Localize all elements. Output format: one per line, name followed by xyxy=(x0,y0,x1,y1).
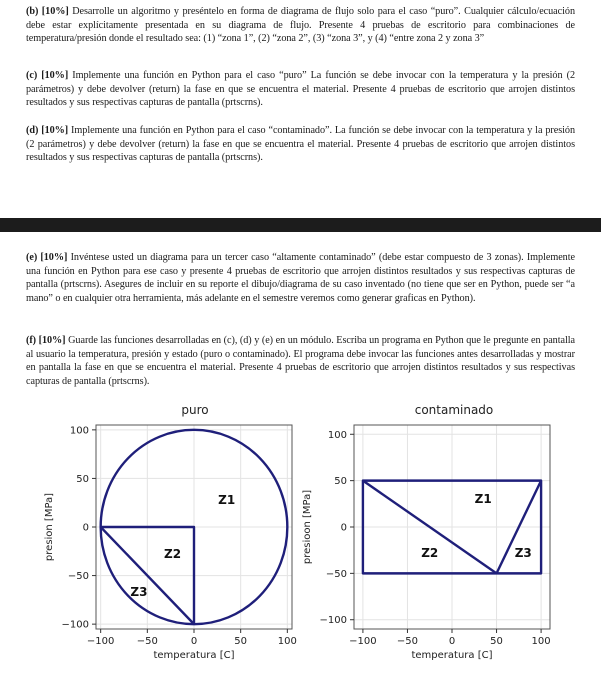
paragraph-e xyxy=(26,251,575,306)
chart1-y-tick-label-1: −50 xyxy=(325,568,347,580)
chart-contaminado xyxy=(300,415,600,700)
paragraph-b-label: (b) [10%] xyxy=(26,6,69,17)
chart1-y-tick-label-2: 0 xyxy=(340,522,347,534)
paragraph-d xyxy=(26,124,575,165)
chart0-zone-label-z1: Z1 xyxy=(218,492,236,507)
chart0-x-tick-label-0: −100 xyxy=(86,636,115,647)
paragraph-b-text: Desarrolle un algoritmo y preséntelo en forma de diagrama de flujo solo para el caso “puro”. Cualquier cálculo/ecuación debe estar explícitamente presentada en su diagrama de flujo. Presente 4 pruebas de escritorio para combinaciones de temperatura/presión donde el resultado sea: (1) “zona 1”, (2) “zona 2”, (3) “zona 3”, y (4) “entre zona 2 y zona 3” xyxy=(26,6,575,45)
chart1-x-tick-label-3: 50 xyxy=(490,636,503,647)
paragraph-e-label: (e) [10%] xyxy=(26,252,68,263)
chart0-y-tick-label-0: −100 xyxy=(61,619,89,631)
chart0-x-tick-label-1: −50 xyxy=(136,636,158,647)
paragraph-e-text: Invéntese usted un diagrama para un tercer caso “altamente contaminado” (debe estar compuesto de 3 zonas). Implemente una función en Python para ese caso y presente 4 pruebas de escritorio que arrojen distintos resultados y sus respectivas capturas de pantalla (prtscrns). Asegures de incluir en su reporte el dibujo/diagrama de su caso inventado (no tiene que ser en Python, puede ser “a mano” o en cualquier otra herramienta, más adelante en el semestre veremos como generar graficas en Python). xyxy=(26,252,575,305)
chart1-x-tick-label-2: 0 xyxy=(448,636,456,647)
chart1-zone-label-z1: Z1 xyxy=(474,492,492,507)
chart1-y-tick-label-0: −100 xyxy=(319,615,347,627)
chart0-y-tick-label-4: 100 xyxy=(69,425,89,437)
chart0-y-tick-label-2: 0 xyxy=(82,522,89,534)
chart-puro-title: puro xyxy=(181,403,209,417)
chart0-x-axis-label: temperatura [C] xyxy=(153,650,235,661)
chart1-y-tick-label-3: 50 xyxy=(334,476,347,488)
chart1-zone-label-z3: Z3 xyxy=(514,545,532,560)
chart0-zone-label-z2: Z2 xyxy=(164,547,182,562)
chart0-x-tick-label-4: 100 xyxy=(277,636,297,647)
chart1-x-tick-label-1: −50 xyxy=(396,636,419,647)
paragraph-d-text: Implemente una función en Python para el caso “contaminado”. La función se debe invocar con la temperatura y la presión (2 parámetros) y debe devolver (return) la fase en que se encuentra el material. Presente 4 pruebas de escritorio que arrojen distintos resultados y sus respectivas capturas de pantalla (prtscrns). xyxy=(26,125,575,164)
chart1-x-tick-label-4: 100 xyxy=(531,636,551,647)
chart-contaminado-title: contaminado xyxy=(414,403,494,417)
chart1-y-tick-label-4: 100 xyxy=(327,429,347,441)
page-divider xyxy=(0,218,601,232)
chart0-zone-label-z3: Z3 xyxy=(130,585,148,600)
chart0-x-tick-label-2: 0 xyxy=(190,636,198,647)
chart1-x-tick-label-0: −100 xyxy=(349,636,377,647)
chart1-zone-label-z2: Z2 xyxy=(421,545,439,560)
paragraph-b xyxy=(26,5,575,46)
paragraph-f-label: (f) [10%] xyxy=(26,335,66,346)
chart0-y-tick-label-3: 50 xyxy=(76,473,89,485)
paragraph-c xyxy=(26,69,575,110)
paragraph-f-text: Guarde las funciones desarrolladas en (c), (d) y (e) en un módulo. Escriba un programa en Python que le pregunte en pantalla al usuario la temperatura, presión y estado (puro o contaminado). El programa debe invocar las funciones antes desarrolladas y mostrar en pantalla la fase en que se encuentra el material. Presente 4 pruebas de escritorio que arrojen distintos resultados y sus respectivas capturas de pantalla (prtscrns). xyxy=(26,335,575,388)
chart-puro xyxy=(0,415,300,700)
paragraph-d-label: (d) [10%] xyxy=(26,125,69,136)
chart1-y-axis-label: presioon [MPa] xyxy=(302,489,313,565)
document-top-section xyxy=(0,0,601,218)
chart0-y-axis-label: presion [MPa] xyxy=(44,492,55,562)
chart0-x-tick-label-3: 50 xyxy=(234,636,248,647)
chart0-y-tick-label-1: −50 xyxy=(67,571,89,583)
chart1-x-axis-label: temperatura [C] xyxy=(411,650,493,661)
paragraph-c-label: (c) [10%] xyxy=(26,70,69,81)
paragraph-f xyxy=(26,334,575,389)
paragraph-c-text: Implemente una función en Python para el caso “puro” La función se debe invocar con la temperatura y la presión (2 parámetros) y debe devolver (return) la fase en que se encuentra el material. Presente 4 pruebas de escritorio que arrojen distintos resultados y sus respectivas capturas de pantalla (prtscrns). xyxy=(26,70,575,109)
